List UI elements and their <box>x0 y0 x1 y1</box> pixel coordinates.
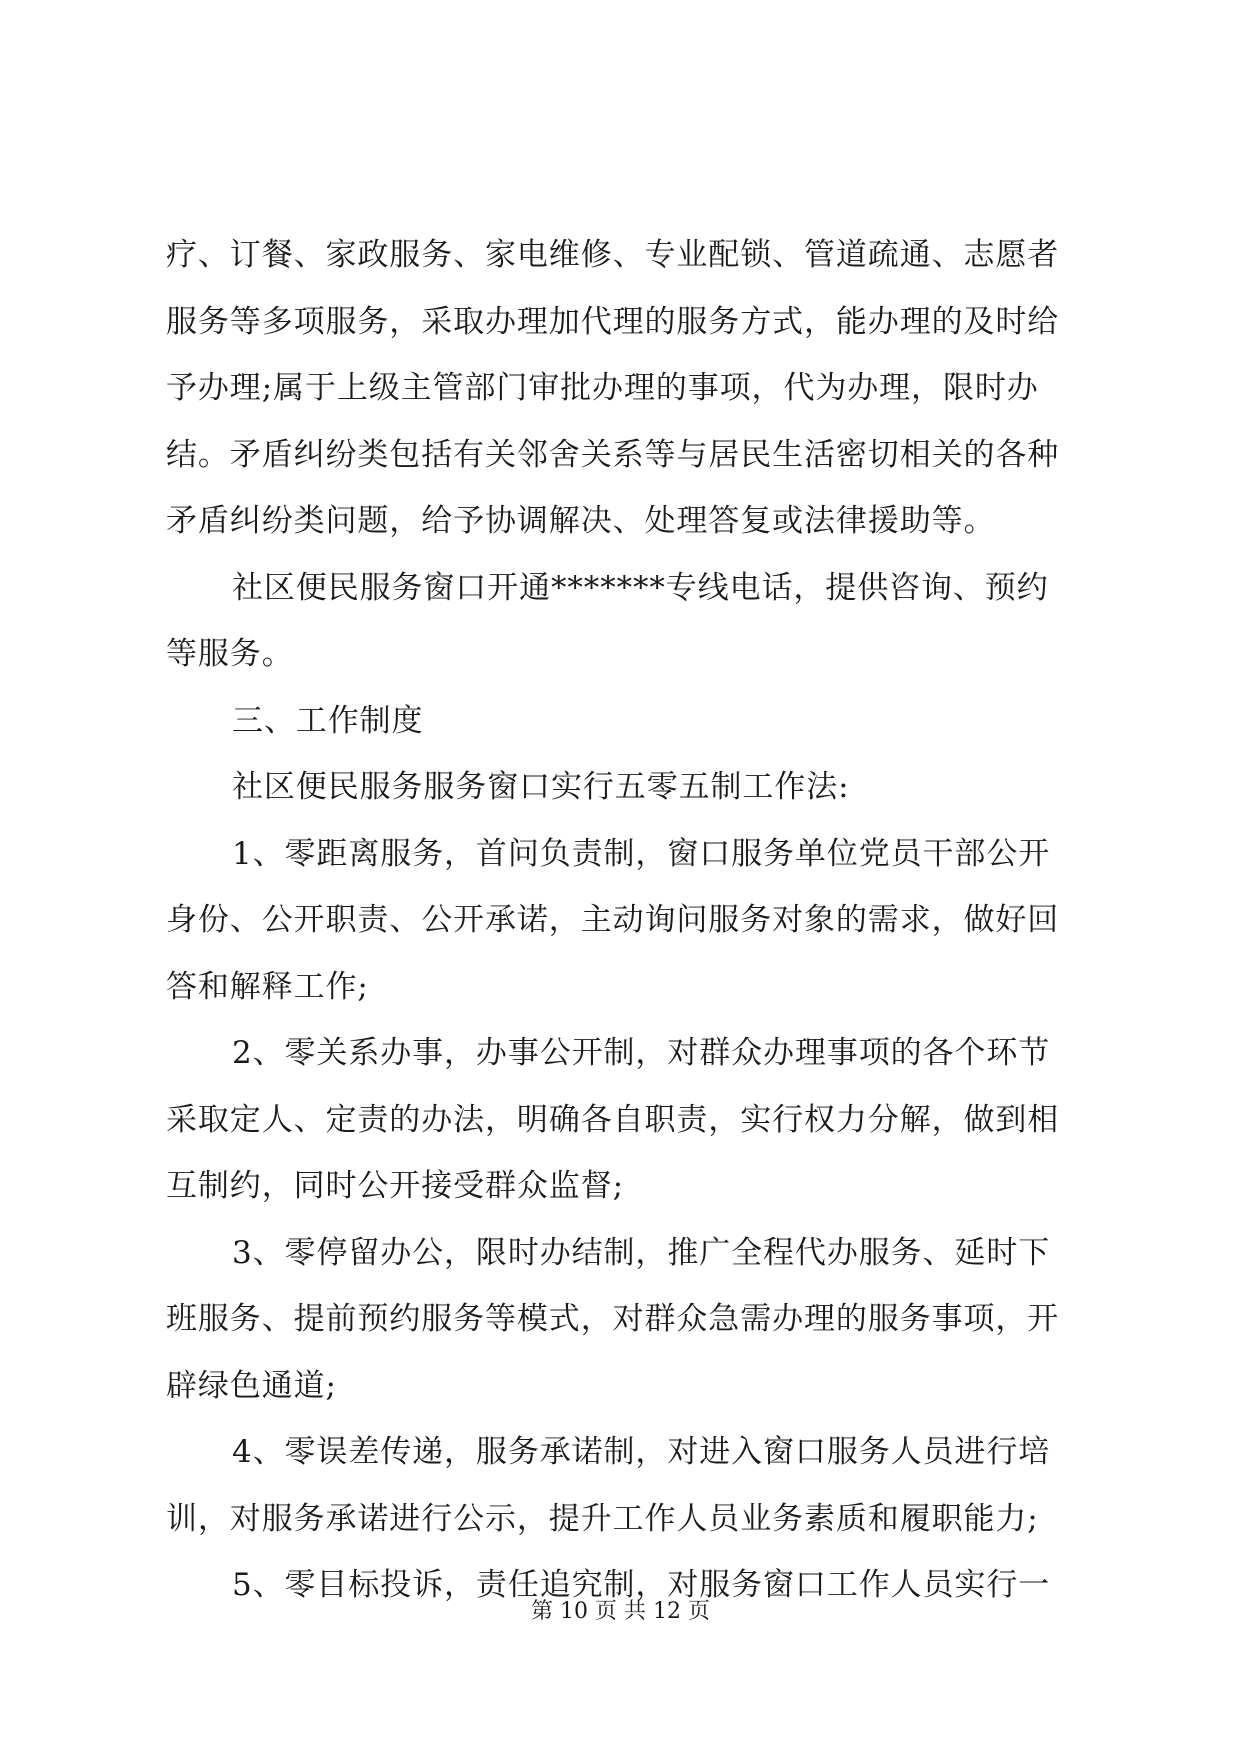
text-line: 服务等多项服务，采取办理加代理的服务方式，能办理的及时给 <box>166 303 1060 340</box>
text-line: 采取定人、定责的办法，明确各自职责，实行权力分解，做到相 <box>166 1101 1060 1138</box>
text-line: 答和解释工作; <box>166 968 369 1005</box>
text-line: 等服务。 <box>166 636 294 672</box>
text-line: 4、零误差传递，服务承诺制，对进入窗口服务人员进行培 <box>232 1434 1051 1470</box>
text-line: 结。矛盾纠纷类包括有关邻舍关系等与居民生活密切相关的各种 <box>166 436 1060 473</box>
body-text <box>166 222 1078 1619</box>
text-line: 训，对服务承诺进行公示，提升工作人员业务素质和履职能力; <box>166 1500 1039 1537</box>
text-line: 1、零距离服务，首问负责制，窗口服务单位党员干部公开 <box>232 835 1051 872</box>
text-line: 予办理;属于上级主管部门审批办理的事项，代为办理，限时办 <box>166 370 1039 406</box>
text-line: 社区便民服务窗口开通*******专线电话，提供咨询、预约 <box>232 569 1049 606</box>
text-line: 2、零关系办事，办事公开制，对群众办理事项的各个环节 <box>232 1035 1051 1071</box>
text-line: 矛盾纠纷类问题，给予协调解决、处理答复或法律援助等。 <box>166 503 996 539</box>
section-heading: 三、工作制度 <box>232 702 424 739</box>
text-line: 3、零停留办公，限时办结制，推广全程代办服务、延时下 <box>232 1234 1051 1271</box>
text-line: 班服务、提前预约服务等模式，对群众急需办理的服务事项，开 <box>166 1301 1060 1337</box>
page-number-footer: 第 10 页 共 12 页 <box>531 1599 710 1624</box>
text-line: 疗、订餐、家政服务、家电维修、专业配锁、管道疏通、志愿者 <box>166 237 1060 273</box>
text-line: 社区便民服务服务窗口实行五零五制工作法: <box>232 769 850 805</box>
text-line: 5、零目标投诉，责任追究制，对服务窗口工作人员实行一 <box>232 1567 1051 1603</box>
text-line: 辟绿色通道; <box>166 1367 337 1404</box>
text-line: 互制约，同时公开接受群众监督; <box>166 1168 624 1204</box>
text-line: 身份、公开职责、公开承诺，主动询问服务对象的需求，做好回 <box>166 902 1060 938</box>
